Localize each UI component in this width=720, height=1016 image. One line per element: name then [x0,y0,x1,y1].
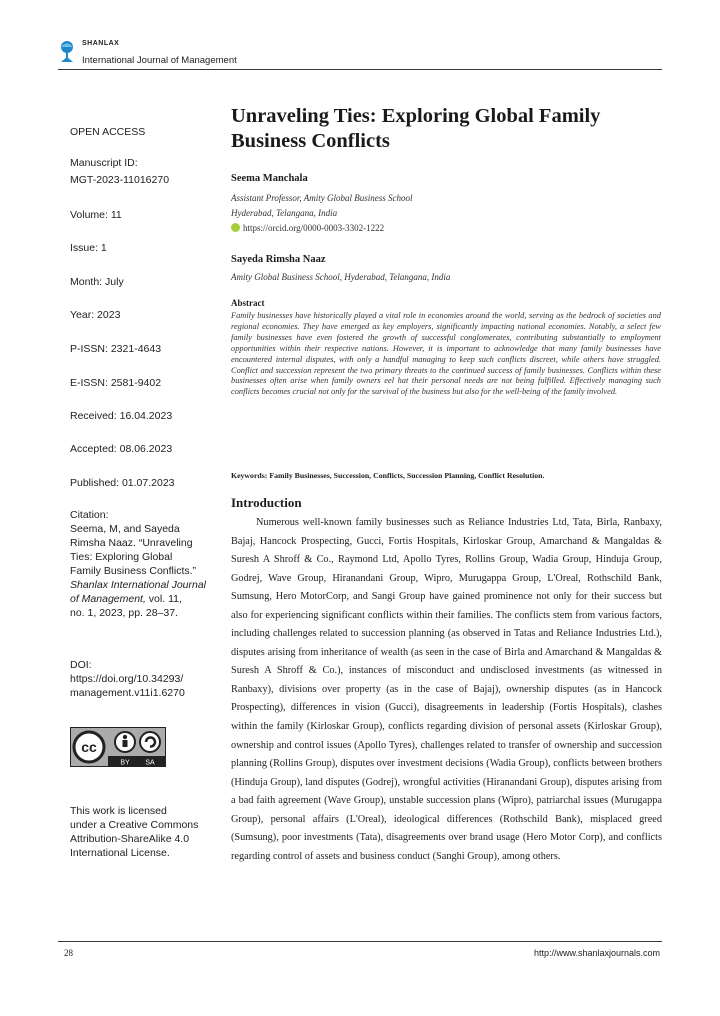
citation-line: Seema, M, and Sayeda [70,523,180,535]
issue: Issue: 1 [70,242,107,254]
p-issn: P-ISSN: 2321-4643 [70,343,162,355]
citation-block [70,508,228,620]
author-affiliation: Hyderabad, Telangana, India [231,208,338,218]
citation-line: no. 1, 2023, pp. 28–37. [70,607,179,619]
doi-label: DOI: [70,659,92,671]
author-affiliation: Assistant Professor, Amity Global Business School [231,193,413,203]
cc-sa-label: SA [145,759,155,767]
published-date: Published: 01.07.2023 [70,477,175,489]
keywords: Keywords: Family Businesses, Succession, Conflicts, Succession Planning, Conflict Resolution. [231,471,545,480]
page-number: 28 [64,948,73,958]
doi-block [70,658,228,700]
shanlax-logo-icon [58,40,76,64]
license-line: This work is licensed [70,805,167,817]
header-rule [58,69,662,70]
footer-rule [58,941,662,942]
author-name: Sayeda Rimsha Naaz [231,254,326,265]
section-heading-introduction: Introduction [231,495,302,510]
article-title: Unraveling Ties: Exploring Global Family Business Conflicts [231,105,601,152]
cc-by-label: BY [120,759,130,767]
volume: Volume: 11 [70,209,122,221]
introduction-paragraph: Numerous well-known family businesses such as Reliance Industries Ltd, Tata, Birla, Ranbaxy, Bajaj, Hancock Prospecting, Gucci, Fortis Hospitals, Kirloskar Group, Amarchand & Mangaldas & Suresh A Shroff & Co., Raymond Ltd, Apollo Tyres, Rollins Group, Wadia Group, Hinduja Group, Godrej, Wave Group, Hiranandani Group, Wipro, Murugappa Group, L'Oreal, Rothschild Bank, Sumsung, Hero MotorCorp, and Sangi Group have gained prominence not only for their success but also for experiencing significant conflicts within their families. The conflicts stem from various factors, including challenges related to succession planning (as observed in Tatas and Reliance Industries Ltd.), disputes arising from inheritance of wealth (as seen in the case of Birla and Amarchand & Mangaldas & Suresh A Shroff & Co.), instances of misconduct and undisclosed investments (as witnessed in Ranbaxy), divisions over property (as in the case of Bajaj), ownership disputes (as in Hancock Prospecting), differences in vision (Gucci), disagreements in leadership (Fortis Hospitals), clashes within the family (Kirloskar Group), conflicts regarding division of personal assets (Kirloskar Group), ownership and control issues (Apollo Tyres), challenges related to transfer of ownership and succession planning (Rollins Group), disputes over investment decisions (Wadia Group), conflicts between brothers (Hinduja Group), land disputes (Godrej), wrongful activities (Hiranandani Group), disputes arising from a bad faith agreement (Wave Group), unstable succession plans (Wipro), patriarchal issues (Murugappa Group), personal affairs (L'Oreal), ideological differences (Rothschild Bank), misplaced greed (Sumsung), poor investments (Tata), disagreements over brand usage (Hero Motor Corp), and conflicts regarding control of assets and business conduct (Sanghi Group), among others. [231,517,662,862]
accepted-date: Accepted: 08.06.2023 [70,443,173,455]
citation-line: Rimsha Naaz. “Unraveling [70,537,193,549]
body-text [231,514,662,866]
doi-link[interactable]: https://doi.org/10.34293/ [70,673,184,685]
abstract-text: Family businesses have historically played a vital role in economies around the world, serving as the bedrock of societies and regional economies. They have emerged as key employers, significantly impacting national economies. Notably, a select few family businesses have even fostered the growth of successful conglomerates, contributing substantially to employment opportunities within their respective nations. However, it is important to acknowledge that many family businesses have encountered internal disputes, with only a handful managing to keep such conflicts discreet, while others have struggled. Conflict and succession represent the two primary threats to the continued success of family businesses. Conflicts within these businesses often arise when family owners eel hat their personal needs are not being fulfilled. Effectively managing such conflicts becomes crucial not only for the survival of the business but also for the well-being of the family involved. [231,311,661,397]
citation-journal: of Management, [70,593,146,605]
license-line: International License. [70,847,170,859]
license-line: under a Creative Commons [70,819,199,831]
journal-url[interactable]: http://www.shanlaxjournals.com [533,948,660,958]
orcid-icon [231,223,240,232]
open-access-label: OPEN ACCESS [70,126,146,138]
citation-line: Family Business Conflicts.” [70,565,197,577]
journal-name: International Journal of Management [82,55,237,66]
author-name: Seema Manchala [231,173,308,184]
citation-line: Ties: Exploring Global [70,551,173,563]
doi-link[interactable]: management.v11i1.6270 [70,687,185,699]
license-line: Attribution-ShareAlike 4.0 [70,833,190,845]
citation-label: Citation: [70,509,109,521]
abstract-heading: Abstract [231,298,265,308]
year: Year: 2023 [70,309,121,321]
citation-journal: Shanlax International Journal [70,579,207,591]
license-text [70,804,225,860]
e-issn: E-ISSN: 2581-9402 [70,377,162,389]
citation-volume: vol. 11, [145,593,182,605]
cc-by-sa-license-icon[interactable] [70,727,166,767]
author-affiliation: Amity Global Business School, Hyderabad, Telangana, India [231,272,451,282]
manuscript-id-label: Manuscript ID: [70,157,138,169]
orcid-link[interactable]: https://orcid.org/0000-0003-3302-1222 [243,223,385,233]
received-date: Received: 16.04.2023 [70,410,173,422]
manuscript-id: MGT-2023-11016270 [70,174,170,186]
svg-text:cc: cc [81,739,97,755]
brand-name: SHANLAX [82,40,120,47]
month: Month: July [70,276,124,288]
